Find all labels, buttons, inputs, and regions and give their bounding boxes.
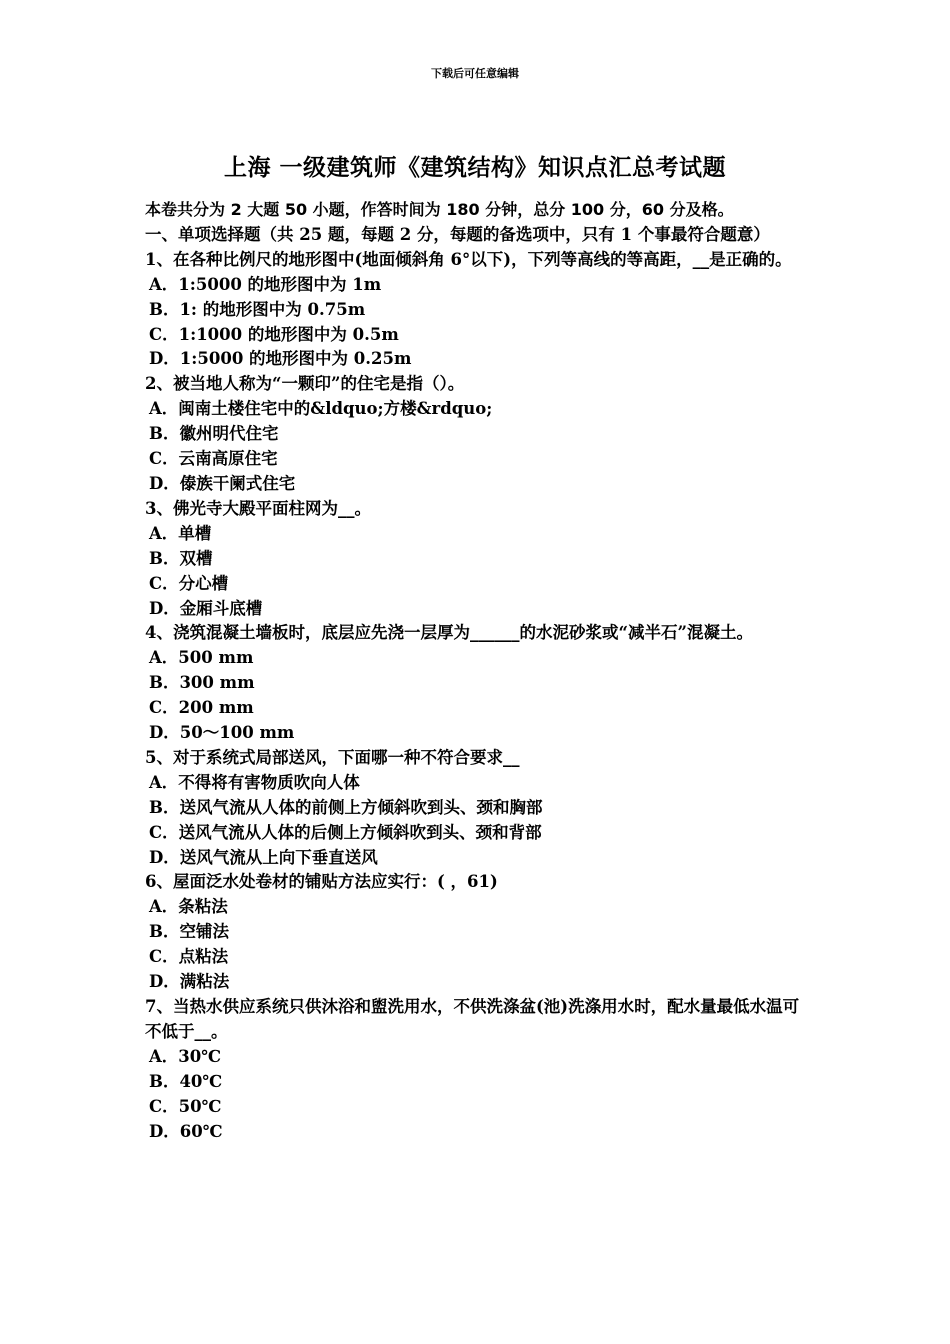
option-d: D．送风气流从上向下垂直送风 (149, 847, 378, 867)
question-stem: 3、佛光寺大殿平面柱网为__。 (145, 498, 371, 518)
question-stem: 6、屋面泛水处卷材的铺贴方法应实行：( ，61) (145, 872, 498, 892)
document-body (145, 198, 810, 1144)
question-stem: 1、在各种比例尺的地形图中(地面倾斜角 6°以下)，下列等高线的等高距，__是正确的。 (145, 249, 792, 269)
option-b: B．空铺法 (149, 922, 229, 942)
option-a: A．500 mm (149, 648, 254, 668)
option-b: B．双槽 (149, 548, 213, 568)
question-5 (145, 746, 810, 871)
option-b: B．40℃ (149, 1071, 223, 1091)
question-stem: 5、对于系统式局部送风，下面哪一种不符合要求__ (145, 747, 520, 767)
page-title: 上海 一级建筑师《建筑结构》知识点汇总考试题 (223, 154, 726, 181)
question-4 (145, 621, 810, 746)
option-b: B．徽州明代住宅 (149, 424, 279, 444)
option-d: D．1:5000 的地形图中为 0.25m (149, 349, 412, 369)
exam-intro: 本卷共分为 2 大题 50 小题，作答时间为 180 分钟，总分 100 分，60 分及格。 (145, 200, 734, 219)
option-c: C．点粘法 (149, 947, 229, 967)
question-1 (145, 248, 810, 373)
option-c: C．200 mm (149, 698, 254, 718)
option-c: C．50℃ (149, 1096, 222, 1116)
question-6 (145, 870, 810, 995)
option-a: A．单槽 (149, 523, 212, 543)
option-d: D．60℃ (149, 1121, 223, 1141)
question-stem: 4、浇筑混凝土墙板时，底层应先浇一层厚为______的水泥砂浆或“减半石”混凝土。 (145, 623, 753, 643)
option-b: B．300 mm (149, 673, 255, 693)
question-3 (145, 497, 810, 622)
option-a: A．30℃ (149, 1046, 222, 1066)
option-c: C．送风气流从人体的后侧上方倾斜吹到头、颈和背部 (149, 822, 542, 842)
option-d: D．金厢斗底槽 (149, 598, 263, 618)
question-7 (145, 995, 810, 1144)
option-a: A．1:5000 的地形图中为 1m (149, 274, 382, 294)
question-stem: 7、当热水供应系统只供沐浴和盥洗用水，不供洗涤盆(池)洗涤用水时，配水量最低水温可不低于__。 (145, 997, 800, 1041)
option-d: D．50～100 mm (149, 723, 295, 743)
option-b: B．送风气流从人体的前侧上方倾斜吹到头、颈和胸部 (149, 797, 543, 817)
option-b: B．1: 的地形图中为 0.75m (149, 299, 366, 319)
page-header-note: 下载后可任意编辑 (431, 67, 519, 80)
option-c: C．分心槽 (149, 573, 229, 593)
option-d: D．满粘法 (149, 972, 230, 992)
option-a: A．闽南土楼住宅中的&ldquo;方楼&rdquo; (149, 399, 493, 419)
question-stem: 2、被当地人称为“一颗印”的住宅是指（）。 (145, 374, 465, 394)
option-d: D．傣族干阑式住宅 (149, 473, 296, 493)
option-c: C．1:1000 的地形图中为 0.5m (149, 324, 399, 344)
question-2 (145, 372, 810, 497)
option-a: A．不得将有害物质吹向人体 (149, 772, 360, 792)
option-a: A．条粘法 (149, 897, 228, 917)
option-c: C．云南高原住宅 (149, 449, 278, 469)
section-heading: 一、单项选择题（共 25 题，每题 2 分，每题的备选项中，只有 1 个事最符合题意） (145, 224, 770, 244)
